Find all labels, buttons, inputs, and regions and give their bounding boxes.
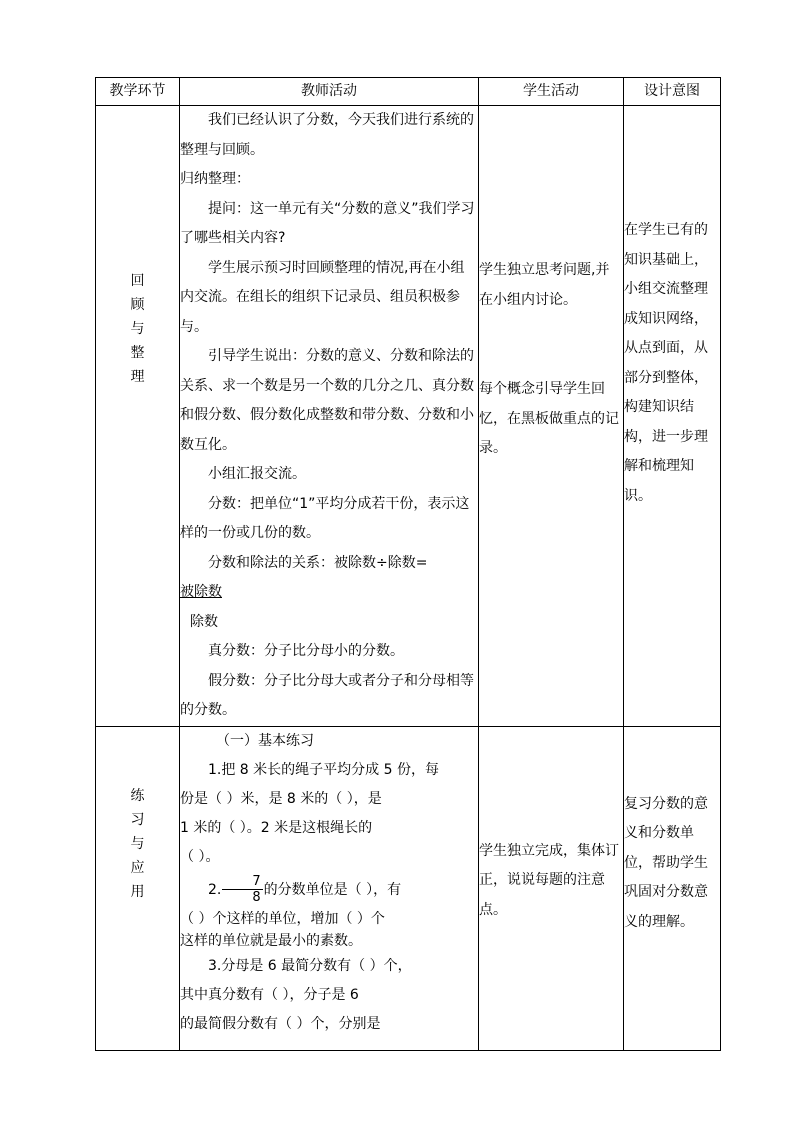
student-activity-text: 学生独立完成，集体订正，说说每题的注意点。 xyxy=(479,842,619,918)
header-stage: 教学环节 xyxy=(96,78,180,106)
student-activity-review xyxy=(479,106,624,727)
exercise-line: 1.把 8 米长的绳子平均分成 5 份，每 xyxy=(208,761,439,778)
header-teacher-activity: 教师活动 xyxy=(180,78,479,106)
design-intent-text: 复习分数的意义和分数单位，帮助学生巩固对分数意义的理解。 xyxy=(624,795,708,930)
teacher-paragraph: 假分数：分子比分母大或者分子和分母相等的分数。 xyxy=(180,672,474,718)
exercise-text: 的分数单位是（ ），有 xyxy=(263,881,402,898)
teacher-paragraph: 小组汇报交流。 xyxy=(208,466,306,482)
section-review-row xyxy=(96,106,721,727)
exercise-line: （ ）。 xyxy=(180,848,220,865)
stage-char: 顾 xyxy=(130,297,145,313)
exercise-line xyxy=(180,872,478,908)
exercise-line: 1 米的（ ）。2 米是这根绳长的 xyxy=(180,819,373,836)
exercise-line: 其中真分数有（ ），分子是 6 xyxy=(180,986,359,1003)
teacher-paragraph: 学生展示预习时回顾整理的情况,再在小组内交流。在组长的组织下记录员、组员积极参与。 xyxy=(180,259,465,335)
exercise-line: （ ）个这样的单位，增加（ ）个 xyxy=(180,910,385,927)
fraction-seven-eighths xyxy=(222,874,262,905)
stage-char: 与 xyxy=(130,835,145,852)
teacher-paragraph: 引导学生说出：分数的意义、分数和除法的关系、求一个数是另一个数的几分之几、真分数和假分数、假分数化成整数和带分数、分数和小数互化。 xyxy=(180,348,474,453)
stage-practice-cell xyxy=(96,726,180,1050)
teacher-paragraph: 分数和除法的关系：被除数÷除数= xyxy=(208,554,428,571)
stage-char: 练 xyxy=(130,787,145,804)
stage-review-cell xyxy=(96,106,180,727)
header-design-intent: 设计意图 xyxy=(624,78,721,106)
design-intent-review xyxy=(624,106,721,727)
teacher-paragraph: 分数：把单位“1”平均分成若干份，表示这样的一份或几份的数。 xyxy=(180,495,470,541)
fraction-numerator: 7 xyxy=(222,874,262,890)
exercise-heading: （一）基本练习 xyxy=(216,732,314,749)
exercise-line: 3.分母是 6 最简分数有（ ）个， xyxy=(208,957,412,974)
header-row xyxy=(96,78,721,106)
stage-char: 习 xyxy=(130,811,145,828)
fraction-numerator-label: 被除数 xyxy=(180,584,222,600)
teacher-activity-review xyxy=(180,106,479,727)
teacher-paragraph: 真分数：分子比分母小的分数。 xyxy=(208,643,404,659)
stage-char: 与 xyxy=(130,321,145,337)
teacher-activity-practice xyxy=(180,726,479,1050)
header-student-activity: 学生活动 xyxy=(479,78,624,106)
exercise-line: 份是（ ）米，是 8 米的（ ），是 xyxy=(180,790,382,807)
design-intent-text: 在学生已有的知识基础上，小组交流整理成知识网络，从点到面，从部分到整体，构建知识结构，进一步理解和梳理知识。 xyxy=(624,222,708,504)
student-activity-text: 学生独立思考问题,并在小组内讨论。 xyxy=(479,262,610,308)
student-activity-practice xyxy=(479,726,624,1050)
teacher-paragraph: 我们已经认识了分数，今天我们进行系统的整理与回顾。 xyxy=(180,112,474,158)
stage-char: 回 xyxy=(130,273,145,289)
teacher-paragraph: 归纳整理： xyxy=(180,171,250,187)
exercise-line: 这样的单位就是最小的素数。 xyxy=(180,932,362,949)
exercise-number: 2. xyxy=(208,881,222,898)
stage-char: 应 xyxy=(130,859,145,876)
lesson-plan-table xyxy=(95,77,721,1051)
exercise-line: 的最简假分数有（ ）个，分别是 xyxy=(180,1015,381,1032)
fraction-denominator: 8 xyxy=(252,890,261,905)
section-practice-row xyxy=(96,726,721,1050)
teacher-paragraph: 提问：这一单元有关“分数的意义”我们学习了哪些相关内容? xyxy=(180,200,475,246)
stage-char: 理 xyxy=(130,369,145,385)
fraction-numerator-text xyxy=(180,578,478,608)
stage-char: 整 xyxy=(130,345,145,361)
student-activity-text: 每个概念引导学生回忆，在黑板做重点的记录。 xyxy=(479,381,619,456)
stage-char: 用 xyxy=(130,883,145,900)
design-intent-practice xyxy=(624,726,721,1050)
fraction-denominator-text: 除数 xyxy=(190,613,218,630)
